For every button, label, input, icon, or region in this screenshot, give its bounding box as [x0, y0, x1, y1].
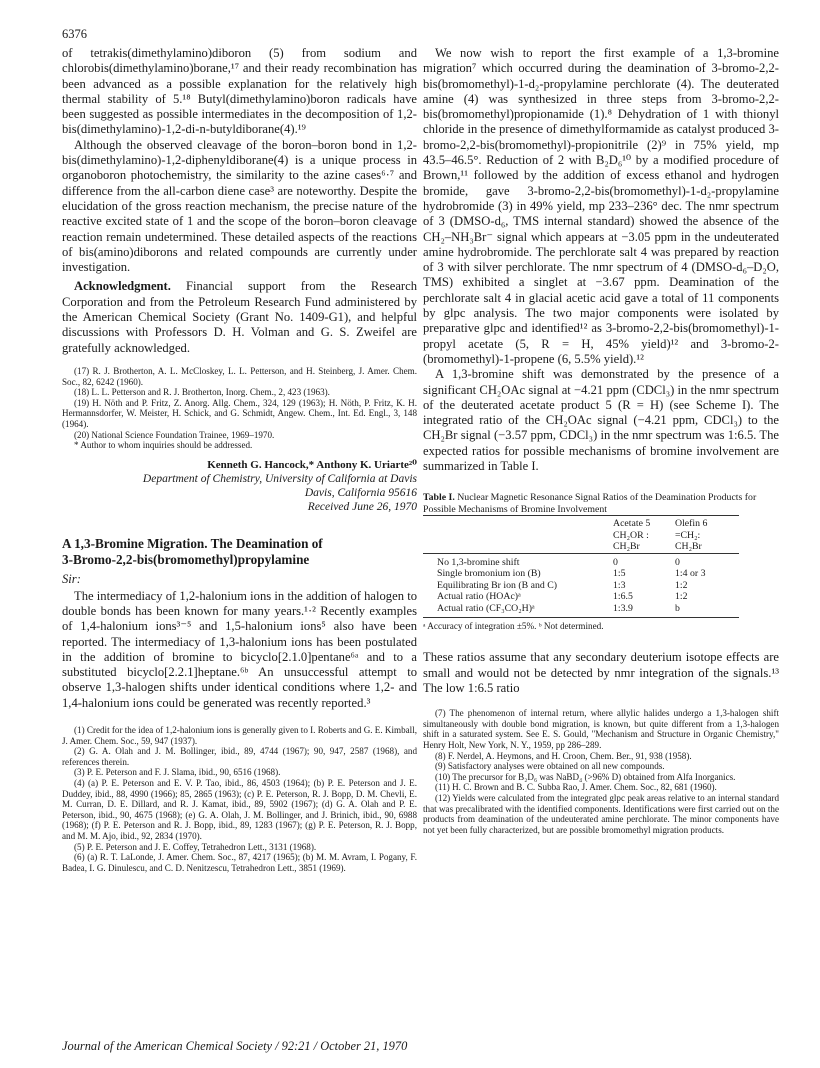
- table-row-label: Actual ratio (CF₃CO₂H)ᵃ: [437, 602, 535, 614]
- table-header-line: CH₂Br: [675, 541, 702, 553]
- table-header-olefin: [675, 516, 739, 554]
- table-row-label: Single bromonium ion (B): [437, 568, 541, 580]
- journal-footer: Journal of the American Chemical Society / 92:21 / October 21, 1970: [62, 1039, 408, 1053]
- right-paragraph-3: These ratios assume that any secondary deuterium isotope effects are small and would not be detected by nmr integration of the signals.¹³ The low 1:6.5 ratio: [423, 650, 779, 695]
- footnote: (6) (a) R. T. LaLonde, J. Amer. Chem. Soc., 87, 4217 (1965); (b) M. M. Avram, I. Pogany, F. Badea, I. G. Dinulescu, and C. D. Nenitzescu, Tetrahedron Lett., 3851 (1969).: [62, 852, 417, 873]
- table-caption: [423, 492, 779, 515]
- table-row: [423, 553, 739, 568]
- city: Davis, California 95616: [304, 486, 417, 499]
- table-caption-text: Nuclear Magnetic Resonance Signal Ratios of the Deamination Products for Possible Mechanisms of Bromine Involvement: [423, 492, 757, 515]
- received-date: Received June 26, 1970: [307, 500, 417, 513]
- footnote: (8) F. Nerdel, A. Heymons, and H. Croon, Chem. Ber., 91, 938 (1958).: [435, 750, 692, 761]
- footnote: (3) P. E. Peterson and F. J. Slama, ibid., 90, 6516 (1968).: [74, 767, 281, 778]
- right-paragraph-2: A 1,3-bromine shift was demonstrated by the presence of a significant CH₂OAc signal at −4.21 ppm (CDCl₃) in the nmr spectrum of the deuterated acetate product 5 (R = H) (see Scheme I). The integrated ratio of the CH₂OAc signal (−4.21 ppm, CDCl₃) to the CH₂Br signal (−3.57 ppm, CDCl₃) in the nmr spectrum was 1:6.5. The expected ratios for possible mechanisms of bromine involvement are summarized in Table I.: [423, 367, 779, 474]
- table-row: [423, 568, 739, 580]
- footnote: (18) L. L. Petterson and R. J. Brotherton, Inorg. Chem., 2, 423 (1963).: [74, 387, 330, 398]
- table-row: [423, 591, 739, 603]
- left-paragraph-2: Although the observed cleavage of the boron–boron bond in 1,2-bis(dimethylamino)-1,2-diphenyldiborane(4) is a unique process in organoboron photochemistry, the similarity to the azine cases⁶·⁷ and difference from the all-carbon diene case³ are noteworthy. Despite the elucidation of the gross reaction mechanism, the precise nature of the reactive excited state of 1 and the scope of the boron–boron cleavage reaction remain undetermined. These detailed aspects of the reactions of bis(amino)diborons and related compounds are currently under investigation.: [62, 137, 417, 275]
- footnotes-lower: [62, 725, 417, 873]
- footnote: (7) The phenomenon of internal return, where allylic halides undergo a 1,3-halogen shift simultaneously with double bond migration, is known, but quite different from a 1,3-halogen shift in a saturated system. See E. S. Gould, "Mechanism and Structure in Organic Chemistry," Henry Holt, New York, N. Y., 1959, pp 286–289.: [423, 708, 779, 750]
- footnote: (10) The precursor for B₂D₆ was NaBD₄ (>96% D) obtained from Alfa Inorganics.: [435, 771, 736, 782]
- table-cell-acetate: 1:6.5: [613, 591, 633, 603]
- footnote: (20) National Science Foundation Trainee, 1969–1970.: [74, 429, 275, 440]
- article-title-line-1: A 1,3-Bromine Migration. The Deamination of: [62, 535, 323, 551]
- table-header-line: Acetate 5: [613, 518, 651, 530]
- footnote: (12) Yields were calculated from the integrated glpc peak areas relative to an internal standard that was precalibrated with the identified components. Identifications were first carried out on the products from deamination of the undeuterated amine perchlorate. The minor components have not yet been fully characterized, but are possible bromomethyl migration products.: [423, 792, 779, 835]
- table-cell-olefin: 1:2: [675, 591, 688, 603]
- signature-block: [62, 458, 417, 514]
- left-paragraph-1: of tetrakis(dimethylamino)diboron (5) from sodium and chlorobis(dimethylamino)borane,¹⁷ and their ready recombination has been advanced as a possible explanation for the relatively high thermal stability of 5.¹⁸ Butyl(dimethylamino)boron radicals have been suggested as possible intermediates in the decomposition of 1,2-bis(dimethylamino)-1,2-di-n-butyldiborane(4).¹⁹: [62, 46, 417, 137]
- left-column: [62, 46, 417, 873]
- table-cell-acetate: 1:3.9: [613, 602, 633, 614]
- footnote: (19) H. Nöth and P. Fritz, Z. Anorg. Allg. Chem., 324, 129 (1963); H. Nöth, P. Fritz, K. H. Hermannsdorfer, W. Meister, H. Schick, and G. Schmidt, Angew. Chem., Int. Ed. Engl., 3, 148 (1964).: [62, 397, 417, 429]
- table-header-line: CH₂OR :: [613, 529, 649, 541]
- table-cell-olefin: 1:4 or 3: [675, 568, 706, 580]
- table-row: [423, 603, 739, 618]
- table-cell-olefin: 1:2: [675, 579, 688, 591]
- footnote: * Author to whom inquiries should be addressed.: [74, 440, 253, 451]
- table-cell-acetate: 1:5: [613, 568, 626, 580]
- table-row-label: Actual ratio (HOAc)ᵃ: [437, 591, 521, 603]
- table-row-label: Equilibrating Br ion (B and C): [437, 579, 557, 591]
- acknowledgment: [62, 279, 417, 355]
- footnote: (4) (a) P. E. Peterson and E. V. P. Tao, ibid., 86, 4503 (1964); (b) P. E. Peterson and J. E. Duddey, ibid., 88, 4990 (1966); 85, 2865 (1963); (c) P. E. Peterson, R. J. Bopp, D. M. Chevli, E. M. Curran, D. E. Dillard, and R. J. Kamat, ibid., 89, 5902 (1967); (d) G. A. Olah and P. E. Peterson, ibid., 90, 4675 (1968); (e) G. A. Olah, J. M. Bollinger, and J. Brinich, ibid., 90, 6988 (1968); (f) P. E. Peterson and R. J. Bopp, ibid., 89, 1283 (1967); (g) P. E. Peterson, R. J. Bopp, and M. M. Ajo, ibid., 92, 2834 (1970).: [62, 778, 417, 841]
- left-paragraph-3: The intermediacy of 1,2-halonium ions in the addition of halogen to double bonds has been known for many years.¹·² Recently examples of 1,4-halonium ions³⁻⁵ and 1,5-halonium ions⁵ also have been reported. The intermediacy of 1,3-halonium ions has been postulated in the addition of bromine to bicyclo[2.1.0]pentane⁶ᵃ and to a substituted bicyclo[2.2.1]heptane.⁶ᵇ An unsuccessful attempt to observe 1,3-halogen shifts under identical conditions where 1,2- and 1,4-halonium ions could be generated was recently reported.³: [62, 588, 417, 710]
- table-cell-acetate: 1:3: [613, 579, 626, 591]
- footnotes-upper: [62, 366, 417, 451]
- footnote: (2) G. A. Olah and J. M. Bollinger, ibid., 89, 4744 (1967); 90, 947, 2587 (1968), and references therein.: [62, 746, 417, 767]
- table-header-row: [423, 516, 739, 554]
- salutation: Sir:: [62, 571, 81, 586]
- table-header-line: Olefin 6: [675, 518, 708, 530]
- right-paragraph-1: We now wish to report the first example of a 1,3-bromine migration⁷ which occurred during the deamination of 3-bromo-2,2-bis(bromomethyl)-1-d₂-propylamine perchlorate (4). The deuterated amine (4) was synthesized in three steps from 3-bromo-2,2-bis(bromomethyl)propionamide (1).⁸ Dehydration of 1 with thionyl chloride in the presence of dimethylformamide as catalyst produced 3-bromo-2,2-bis(bromomethyl)-propionitrile (2)⁹ in 75% yield, mp 43.5–46.5°. Reduction of 2 with B₂D₆¹⁰ by a modified procedure of Brown,¹¹ followed by the addition of excess ethanol and hydrogen bromide, gave 3-bromo-2,2-bis(bromomethyl)-1-d₂-propylamine hydrobromide (3) in 49% yield, mp 233–236° dec. The nmr spectrum of 3 (DMSO-d₆, TMS internal standard) showed the absence of the CH₂–NH₃Br⁻ signal which appears at −3.05 ppm in the undeuterated amine hydrobromide. The perchlorate salt 4 was prepared by reaction of 3 with silver perchlorate. The nmr spectrum of 4 (DMSO-d₆–D₂O, TMS) exhibited a singlet at −3.67 ppm. Deamination of the perchlorate salt 4 in glacial acetic acid gave a total of 11 components by glpc analysis. The two major components were isolated by preparative glpc and identified¹² as 3-bromo-2,2-bis(bromomethyl)-1-propyl acetate (5, R = H, 45% yield)¹² and 3-bromo-2-(bromomethyl)-1-propene (6, 5.5% yield).¹²: [423, 46, 779, 366]
- table-bottom-rule: [423, 618, 739, 619]
- table-header-line: =CH₂:: [675, 529, 701, 541]
- acknowledgment-label: Acknowledgment.: [74, 279, 171, 294]
- footnote: (9) Satisfactory analyses were obtained on all new compounds.: [435, 761, 665, 772]
- table-label: Table I.: [423, 492, 455, 504]
- footnote: (5) P. E. Peterson and J. E. Coffey, Tetrahedron Lett., 3131 (1968).: [74, 841, 317, 852]
- table-row-label: No 1,3-bromine shift: [437, 556, 520, 568]
- authors: Kenneth G. Hancock,* Anthony K. Uriarte²⁰: [207, 458, 417, 471]
- department: Department of Chemistry, University of California at Davis: [142, 472, 417, 485]
- table-header-acetate: [613, 516, 675, 554]
- ratio-table: [423, 515, 739, 618]
- acknowledgment-text: Financial support from the Research Corporation and from the Petroleum Research Fund administered by the American Chemical Society (Grant No. 1409-G1), and helpful discussions with Professors D. H. Volman and G. S. Zweifel are gratefully acknowledged.: [62, 279, 417, 355]
- table-footnote: ᵃ Accuracy of integration ±5%. ᵇ Not determined.: [423, 621, 604, 632]
- table-cell-olefin: b: [675, 602, 680, 614]
- table-cell-olefin: 0: [675, 556, 680, 568]
- footnote: (17) R. J. Brotherton, A. L. McCloskey, L. L. Petterson, and H. Steinberg, J. Amer. Chem. Soc., 82, 6242 (1960).: [62, 365, 417, 387]
- footnotes-right: [423, 708, 779, 835]
- table-header-line: CH₂Br: [613, 541, 640, 553]
- footnote: (11) H. C. Brown and B. C. Subba Rao, J. Amer. Chem. Soc., 82, 681 (1960).: [435, 782, 717, 793]
- table-cell-acetate: 0: [613, 556, 618, 568]
- table-row: [423, 580, 739, 592]
- footnote: (1) Credit for the idea of 1,2-halonium ions is generally given to I. Roberts and G. E. Kimball, J. Amer. Chem. Soc., 59, 947 (1937).: [62, 725, 417, 746]
- article-title-line-2: 3-Bromo-2,2-bis(bromomethyl)propylamine: [62, 551, 310, 567]
- right-column: [423, 46, 779, 835]
- page-number: 6376: [62, 27, 87, 41]
